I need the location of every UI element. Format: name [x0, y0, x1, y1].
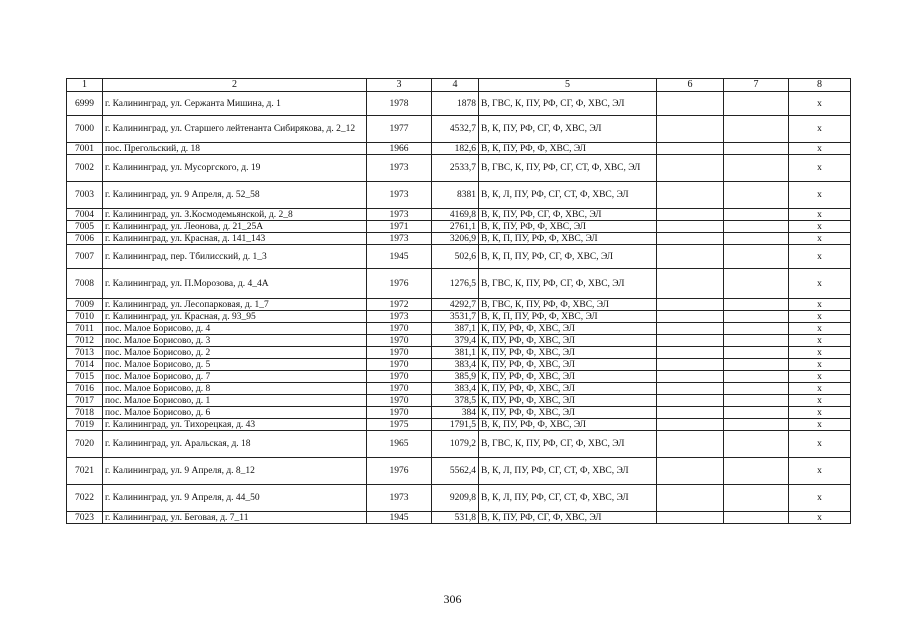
address-cell: г. Калининград, ул. З.Космодемьянской, д. 2_8: [103, 209, 367, 221]
utilities-cell: К, ПУ, РФ, Ф, ХВС, ЭЛ: [479, 347, 657, 359]
table-row: [67, 419, 851, 431]
column-number-row: [67, 79, 851, 92]
utilities-cell: К, ПУ, РФ, Ф, ХВС, ЭЛ: [479, 323, 657, 335]
area-cell: 182,6: [432, 143, 479, 155]
column-header: 3: [367, 79, 432, 92]
mark-cell: х: [789, 143, 851, 155]
utilities-cell: В, ГВС, К, ПУ, РФ, СГ, СТ, Ф, ХВС, ЭЛ: [479, 155, 657, 182]
year-cell: 1973: [367, 233, 432, 245]
table-row: [67, 155, 851, 182]
column-header: 7: [724, 79, 789, 92]
area-cell: 531,8: [432, 512, 479, 524]
column-header: 1: [67, 79, 103, 92]
address-cell: г. Калининград, ул. Леонова, д. 21_25А: [103, 221, 367, 233]
address-cell: г. Калининград, ул. Лесопарковая, д. 1_7: [103, 299, 367, 311]
mark-cell: х: [789, 359, 851, 371]
area-cell: 379,4: [432, 335, 479, 347]
column-6-cell: [657, 512, 724, 524]
row-number: 7019: [67, 419, 103, 431]
year-cell: 1970: [367, 407, 432, 419]
year-cell: 1945: [367, 245, 432, 269]
table-row: [67, 383, 851, 395]
row-number: 7003: [67, 182, 103, 209]
column-6-cell: [657, 233, 724, 245]
row-number: 6999: [67, 92, 103, 116]
address-cell: г. Калининград, ул. Сержанта Мишина, д. 1: [103, 92, 367, 116]
year-cell: 1973: [367, 155, 432, 182]
area-cell: 383,4: [432, 359, 479, 371]
row-number: 7015: [67, 371, 103, 383]
utilities-cell: В, К, Л, ПУ, РФ, СГ, СТ, Ф, ХВС, ЭЛ: [479, 485, 657, 512]
year-cell: 1978: [367, 92, 432, 116]
area-cell: 2533,7: [432, 155, 479, 182]
year-cell: 1973: [367, 209, 432, 221]
column-6-cell: [657, 431, 724, 458]
year-cell: 1973: [367, 485, 432, 512]
mark-cell: х: [789, 182, 851, 209]
address-cell: пос. Прегольский, д. 18: [103, 143, 367, 155]
mark-cell: х: [789, 407, 851, 419]
column-7-cell: [724, 221, 789, 233]
utilities-cell: В, ГВС, К, ПУ, РФ, СГ, Ф, ХВС, ЭЛ: [479, 431, 657, 458]
area-cell: 385,9: [432, 371, 479, 383]
area-cell: 9209,8: [432, 485, 479, 512]
column-7-cell: [724, 458, 789, 485]
row-number: 7014: [67, 359, 103, 371]
area-cell: 1791,5: [432, 419, 479, 431]
row-number: 7001: [67, 143, 103, 155]
area-cell: 3531,7: [432, 311, 479, 323]
table-row: [67, 116, 851, 143]
table-row: [67, 407, 851, 419]
column-7-cell: [724, 311, 789, 323]
table-row: [67, 245, 851, 269]
table-row: [67, 209, 851, 221]
utilities-cell: В, К, ПУ, РФ, Ф, ХВС, ЭЛ: [479, 143, 657, 155]
area-cell: 384: [432, 407, 479, 419]
year-cell: 1972: [367, 299, 432, 311]
address-cell: г. Калининград, пер. Тбилисский, д. 1_3: [103, 245, 367, 269]
column-7-cell: [724, 431, 789, 458]
row-number: 7006: [67, 233, 103, 245]
address-cell: г. Калининград, ул. 9 Апреля, д. 8_12: [103, 458, 367, 485]
address-cell: г. Калининград, ул. Мусоргского, д. 19: [103, 155, 367, 182]
area-cell: 5562,4: [432, 458, 479, 485]
column-6-cell: [657, 485, 724, 512]
utilities-cell: К, ПУ, РФ, Ф, ХВС, ЭЛ: [479, 383, 657, 395]
mark-cell: х: [789, 347, 851, 359]
address-cell: г. Калининград, ул. Тихорецкая, д. 43: [103, 419, 367, 431]
address-cell: пос. Малое Борисово, д. 3: [103, 335, 367, 347]
year-cell: 1973: [367, 311, 432, 323]
column-7-cell: [724, 209, 789, 221]
column-7-cell: [724, 299, 789, 311]
column-6-cell: [657, 269, 724, 299]
area-cell: 387,1: [432, 323, 479, 335]
address-cell: пос. Малое Борисово, д. 7: [103, 371, 367, 383]
area-cell: 502,6: [432, 245, 479, 269]
column-6-cell: [657, 323, 724, 335]
table-row: [67, 485, 851, 512]
year-cell: 1975: [367, 419, 432, 431]
utilities-cell: В, К, Л, ПУ, РФ, СГ, СТ, Ф, ХВС, ЭЛ: [479, 458, 657, 485]
row-number: 7021: [67, 458, 103, 485]
area-cell: 1276,5: [432, 269, 479, 299]
year-cell: 1976: [367, 269, 432, 299]
table-row: [67, 512, 851, 524]
table-row: [67, 395, 851, 407]
mark-cell: х: [789, 419, 851, 431]
year-cell: 1965: [367, 431, 432, 458]
mark-cell: х: [789, 323, 851, 335]
column-7-cell: [724, 485, 789, 512]
row-number: 7005: [67, 221, 103, 233]
year-cell: 1970: [367, 335, 432, 347]
year-cell: 1971: [367, 221, 432, 233]
row-number: 7004: [67, 209, 103, 221]
year-cell: 1970: [367, 359, 432, 371]
utilities-cell: В, К, Л, ПУ, РФ, СГ, СТ, Ф, ХВС, ЭЛ: [479, 182, 657, 209]
utilities-cell: В, К, ПУ, РФ, СГ, Ф, ХВС, ЭЛ: [479, 116, 657, 143]
table-row: [67, 359, 851, 371]
housing-register-table: [66, 78, 851, 524]
utilities-cell: В, ГВС, К, ПУ, РФ, Ф, ХВС, ЭЛ: [479, 299, 657, 311]
year-cell: 1976: [367, 458, 432, 485]
area-cell: 4532,7: [432, 116, 479, 143]
mark-cell: х: [789, 116, 851, 143]
column-7-cell: [724, 512, 789, 524]
row-number: 7022: [67, 485, 103, 512]
mark-cell: х: [789, 233, 851, 245]
table-row: [67, 92, 851, 116]
column-6-cell: [657, 143, 724, 155]
address-cell: г. Калининград, ул. Красная, д. 93_95: [103, 311, 367, 323]
mark-cell: х: [789, 383, 851, 395]
area-cell: 8381: [432, 182, 479, 209]
column-7-cell: [724, 407, 789, 419]
page-number: 306: [443, 592, 462, 606]
mark-cell: х: [789, 431, 851, 458]
address-cell: г. Калининград, ул. Беговая, д. 7_11: [103, 512, 367, 524]
column-6-cell: [657, 395, 724, 407]
column-6-cell: [657, 92, 724, 116]
mark-cell: х: [789, 155, 851, 182]
table-row: [67, 233, 851, 245]
row-number: 7009: [67, 299, 103, 311]
row-number: 7002: [67, 155, 103, 182]
row-number: 7011: [67, 323, 103, 335]
table-row: [67, 335, 851, 347]
address-cell: г. Калининград, ул. П.Морозова, д. 4_4А: [103, 269, 367, 299]
column-7-cell: [724, 383, 789, 395]
column-6-cell: [657, 371, 724, 383]
column-header: 2: [103, 79, 367, 92]
address-cell: г. Калининград, ул. Аральская, д. 18: [103, 431, 367, 458]
column-7-cell: [724, 245, 789, 269]
area-cell: 1079,2: [432, 431, 479, 458]
mark-cell: х: [789, 371, 851, 383]
table-row: [67, 347, 851, 359]
column-7-cell: [724, 182, 789, 209]
column-6-cell: [657, 335, 724, 347]
mark-cell: х: [789, 458, 851, 485]
table-row: [67, 182, 851, 209]
row-number: 7010: [67, 311, 103, 323]
column-6-cell: [657, 155, 724, 182]
table-row: [67, 299, 851, 311]
mark-cell: х: [789, 269, 851, 299]
area-cell: 2761,1: [432, 221, 479, 233]
column-6-cell: [657, 299, 724, 311]
area-cell: 383,4: [432, 383, 479, 395]
column-6-cell: [657, 419, 724, 431]
column-7-cell: [724, 323, 789, 335]
utilities-cell: В, К, ПУ, РФ, СГ, Ф, ХВС, ЭЛ: [479, 209, 657, 221]
area-cell: 3206,9: [432, 233, 479, 245]
year-cell: 1970: [367, 371, 432, 383]
table-row: [67, 269, 851, 299]
column-6-cell: [657, 359, 724, 371]
address-cell: пос. Малое Борисово, д. 8: [103, 383, 367, 395]
mark-cell: х: [789, 335, 851, 347]
mark-cell: х: [789, 209, 851, 221]
column-7-cell: [724, 395, 789, 407]
column-6-cell: [657, 407, 724, 419]
mark-cell: х: [789, 485, 851, 512]
column-7-cell: [724, 269, 789, 299]
column-7-cell: [724, 92, 789, 116]
mark-cell: х: [789, 311, 851, 323]
utilities-cell: К, ПУ, РФ, Ф, ХВС, ЭЛ: [479, 395, 657, 407]
utilities-cell: К, ПУ, РФ, Ф, ХВС, ЭЛ: [479, 371, 657, 383]
table-row: [67, 431, 851, 458]
table-row: [67, 311, 851, 323]
column-7-cell: [724, 347, 789, 359]
utilities-cell: В, ГВС, К, ПУ, РФ, СГ, Ф, ХВС, ЭЛ: [479, 92, 657, 116]
row-number: 7012: [67, 335, 103, 347]
address-cell: г. Калининград, ул. Старшего лейтенанта Сибирякова, д. 2_12: [103, 116, 367, 143]
utilities-cell: В, К, П, ПУ, РФ, Ф, ХВС, ЭЛ: [479, 311, 657, 323]
column-6-cell: [657, 116, 724, 143]
area-cell: 381,1: [432, 347, 479, 359]
utilities-cell: В, К, ПУ, РФ, СГ, Ф, ХВС, ЭЛ: [479, 512, 657, 524]
column-6-cell: [657, 347, 724, 359]
utilities-cell: К, ПУ, РФ, Ф, ХВС, ЭЛ: [479, 335, 657, 347]
area-cell: 4292,7: [432, 299, 479, 311]
utilities-cell: К, ПУ, РФ, Ф, ХВС, ЭЛ: [479, 407, 657, 419]
year-cell: 1970: [367, 323, 432, 335]
address-cell: пос. Малое Борисово, д. 6: [103, 407, 367, 419]
row-number: 7013: [67, 347, 103, 359]
address-cell: пос. Малое Борисово, д. 1: [103, 395, 367, 407]
column-7-cell: [724, 143, 789, 155]
row-number: 7018: [67, 407, 103, 419]
column-7-cell: [724, 233, 789, 245]
column-header: 5: [479, 79, 657, 92]
column-7-cell: [724, 371, 789, 383]
year-cell: 1945: [367, 512, 432, 524]
column-6-cell: [657, 209, 724, 221]
table-row: [67, 323, 851, 335]
column-6-cell: [657, 182, 724, 209]
column-6-cell: [657, 245, 724, 269]
column-6-cell: [657, 458, 724, 485]
row-number: 7007: [67, 245, 103, 269]
area-cell: 1878: [432, 92, 479, 116]
table-row: [67, 371, 851, 383]
address-cell: пос. Малое Борисово, д. 4: [103, 323, 367, 335]
mark-cell: х: [789, 221, 851, 233]
mark-cell: х: [789, 245, 851, 269]
mark-cell: х: [789, 512, 851, 524]
address-cell: г. Калининград, ул. 9 Апреля, д. 52_58: [103, 182, 367, 209]
utilities-cell: В, К, П, ПУ, РФ, СГ, Ф, ХВС, ЭЛ: [479, 245, 657, 269]
year-cell: 1973: [367, 182, 432, 209]
utilities-cell: В, К, ПУ, РФ, Ф, ХВС, ЭЛ: [479, 419, 657, 431]
utilities-cell: В, ГВС, К, ПУ, РФ, СГ, Ф, ХВС, ЭЛ: [479, 269, 657, 299]
year-cell: 1970: [367, 383, 432, 395]
utilities-cell: В, К, П, ПУ, РФ, Ф, ХВС, ЭЛ: [479, 233, 657, 245]
mark-cell: х: [789, 299, 851, 311]
address-cell: пос. Малое Борисово, д. 5: [103, 359, 367, 371]
table-row: [67, 143, 851, 155]
row-number: 7008: [67, 269, 103, 299]
mark-cell: х: [789, 395, 851, 407]
address-cell: пос. Малое Борисово, д. 2: [103, 347, 367, 359]
area-cell: 4169,8: [432, 209, 479, 221]
column-7-cell: [724, 419, 789, 431]
column-header: 8: [789, 79, 851, 92]
year-cell: 1970: [367, 395, 432, 407]
column-7-cell: [724, 359, 789, 371]
row-number: 7000: [67, 116, 103, 143]
column-6-cell: [657, 311, 724, 323]
address-cell: г. Калининград, ул. Красная, д. 141_143: [103, 233, 367, 245]
column-7-cell: [724, 155, 789, 182]
column-6-cell: [657, 383, 724, 395]
mark-cell: х: [789, 92, 851, 116]
row-number: 7023: [67, 512, 103, 524]
row-number: 7017: [67, 395, 103, 407]
table-row: [67, 221, 851, 233]
utilities-cell: К, ПУ, РФ, Ф, ХВС, ЭЛ: [479, 359, 657, 371]
utilities-cell: В, К, ПУ, РФ, Ф, ХВС, ЭЛ: [479, 221, 657, 233]
column-header: 6: [657, 79, 724, 92]
column-7-cell: [724, 335, 789, 347]
area-cell: 378,5: [432, 395, 479, 407]
address-cell: г. Калининград, ул. 9 Апреля, д. 44_50: [103, 485, 367, 512]
column-header: 4: [432, 79, 479, 92]
year-cell: 1966: [367, 143, 432, 155]
table-row: [67, 458, 851, 485]
row-number: 7020: [67, 431, 103, 458]
column-7-cell: [724, 116, 789, 143]
year-cell: 1977: [367, 116, 432, 143]
row-number: 7016: [67, 383, 103, 395]
year-cell: 1970: [367, 347, 432, 359]
column-6-cell: [657, 221, 724, 233]
